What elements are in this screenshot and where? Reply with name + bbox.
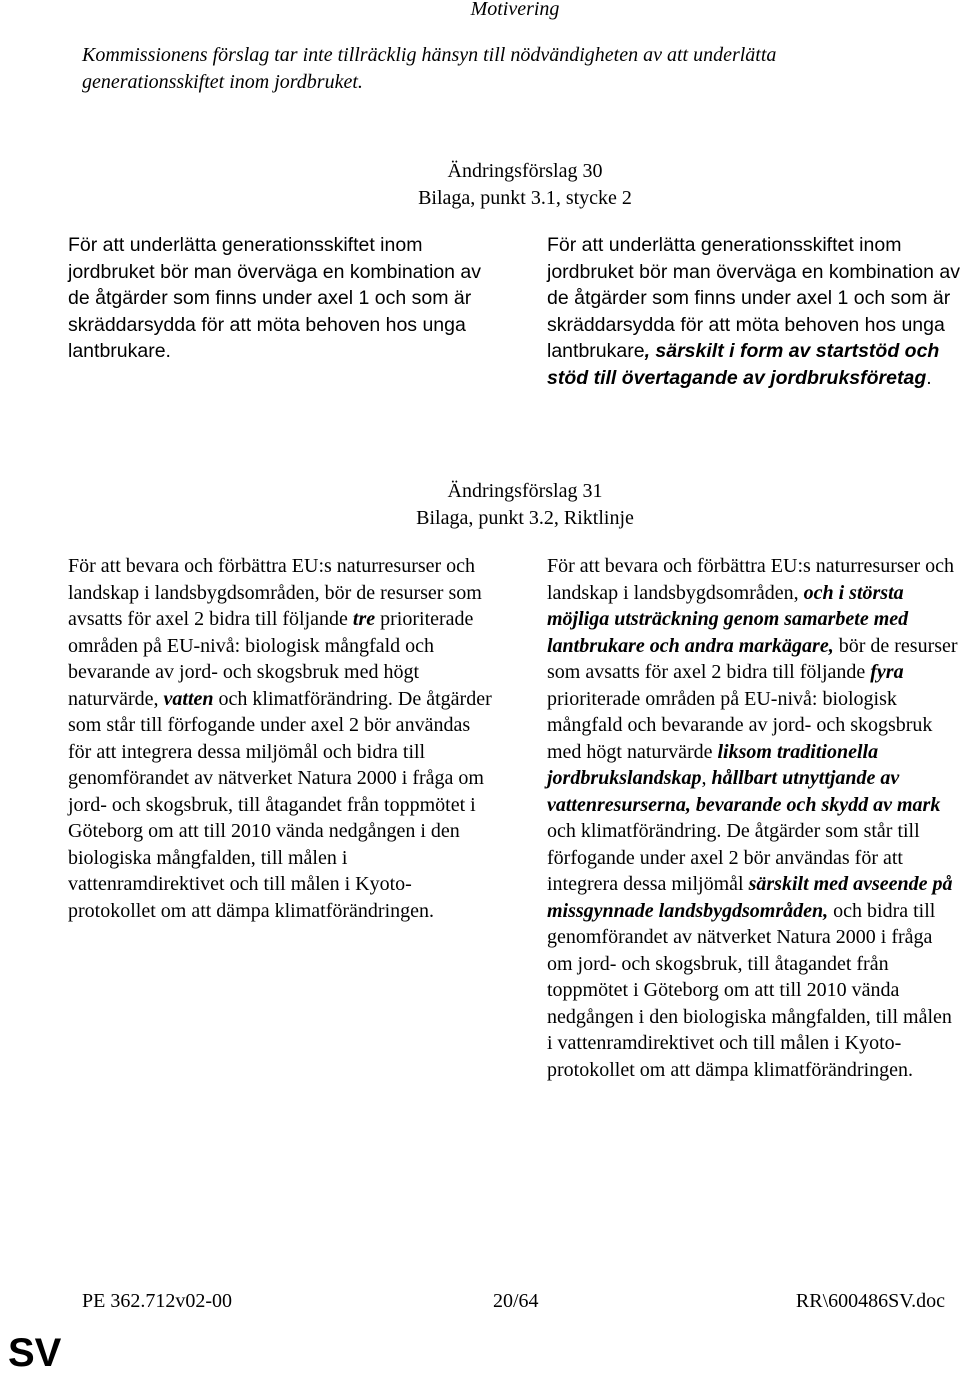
amendment-30-amended-text [547, 232, 960, 391]
original-text-plain: och klimatförändring. De åtgärder som står till förfogande under axel 2 bör användas för att integrera dessa miljömål och bidra till genomförandet av nätverket Natura 2000 i fråga om jord- och skogsbruk, till åtagandet från toppmötet i Göteborg om att till 2010 vända nedgången i den biologiska mångfalden, till målen i vattenramdirektivet och till målen i Kyoto-protokollet om att dämpa klimatförändringen. [68, 687, 492, 922]
amendment-31-original-text [68, 553, 498, 924]
motivation-heading: Motivering [470, 0, 560, 20]
amendment-31-amended-text [547, 553, 960, 1083]
amendment-30-original-text: För att underlätta generationsskiftet inom jordbruket bör man överväga en kombination av de åtgärder som finns under axel 1 och som är skräddarsydda för att möta behoven hos unga lantbrukare. [68, 234, 481, 362]
amendment-30-title: Ändringsförslag 30 [447, 160, 603, 182]
amended-text-plain: och bidra till genomförandet av nätverket Natura 2000 i fråga om jord- och skogsbruk, till åtagandet från toppmötet i Göteborg om att till 2010 vända nedgången i den biologiska mångfalden, till målen i vattenramdirektivet och till målen i Kyoto-protokollet om att dämpa klimatförändringen. [547, 899, 952, 1081]
footer-filename: RR\600486SV.doc [795, 1290, 945, 1312]
amended-text-inserted: och i största möjliga utsträckning genom samarbete med lantbrukare och andra markägare, [547, 581, 909, 657]
amended-text-plain: , [701, 767, 712, 789]
amendment-31-title: Ändringsförslag 31 [447, 480, 603, 502]
footer-document-reference: PE 362.712v02-00 [82, 1290, 232, 1312]
original-text-plain: För att bevara och förbättra EU:s naturresurser och landskap i landsbygdsområden, bör de resurser som avsatts för axel 2 bidra till följande [68, 555, 482, 630]
amendment-31-heading [0, 478, 960, 531]
amendment-30-heading [0, 158, 960, 211]
language-code: SV [8, 1331, 62, 1375]
amended-text-plain: För att bevara och förbättra EU:s naturresurser och landskap i landsbygdsområden, [547, 555, 955, 604]
amended-text-inserted: hållbart utnyttjande av vattenresurserna, bevarande och skydd av mark [547, 767, 941, 816]
amended-text-inserted: fyra [870, 661, 904, 683]
amended-text-plain: För att underlätta generationsskiftet inom jordbruket bör man överväga en kombination av de åtgärder som finns under axel 1 och som är skräddarsydda för att möta behoven hos unga lantbrukare [547, 234, 960, 362]
amended-text-plain: bör de resurser som avsatts för axel 2 bidra till följande [547, 634, 958, 683]
original-text-highlight: vatten [163, 687, 214, 710]
amended-text-plain: . [926, 366, 932, 389]
footer-page-number: 20/64 [493, 1290, 539, 1312]
original-text-plain: prioriterade områden på EU-nivå: biologisk mångfald och bevarande av jord- och skogsbruk med högt naturvärde, [68, 608, 474, 710]
amended-text-plain: prioriterade områden på EU-nivå: biologisk mångfald och bevarande av jord- och skogsbruk med högt naturvärde [547, 687, 933, 763]
motivation-text: Kommissionens förslag tar inte tillräcklig hänsyn till nödvändigheten av att underlätta generationsskiftet inom jordbruket. [82, 44, 777, 93]
amendment-31-subtitle: Bilaga, punkt 3.2, Riktlinje [416, 506, 634, 529]
amendment-30-subtitle: Bilaga, punkt 3.1, stycke 2 [418, 186, 632, 209]
original-text-highlight: tre [352, 608, 376, 630]
amended-text-inserted: särskilt med avseende på missgynnade landsbygdsområden, [547, 873, 953, 922]
amended-text-inserted: liksom traditionella jordbrukslandskap [547, 740, 879, 789]
amended-text-plain: och klimatförändring. De åtgärder som står till förfogande under axel 2 bör användas för att integrera dessa miljömål [547, 820, 920, 895]
amended-text-inserted: , särskilt i form av startstöd och stöd till övertagande av jordbruksföretag [547, 340, 940, 389]
